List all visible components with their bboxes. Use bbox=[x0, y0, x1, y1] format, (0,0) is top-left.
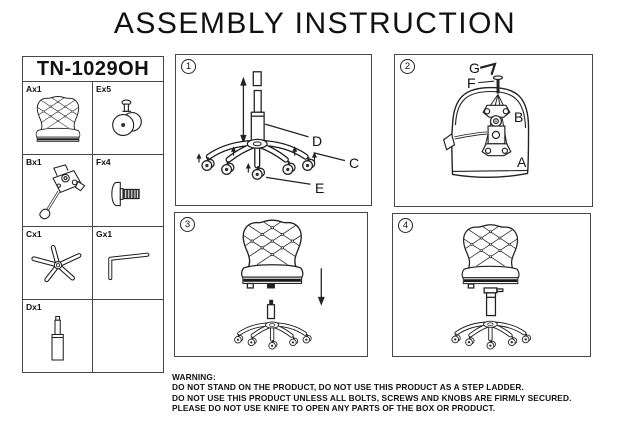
part-cell-bx1 bbox=[23, 155, 93, 228]
step-3-number: 3 bbox=[180, 217, 195, 232]
step-3-diagram bbox=[175, 213, 367, 356]
step-1-diagram bbox=[176, 55, 371, 205]
model-number: TN-1029OH bbox=[23, 57, 163, 82]
part-label-ax1: Ax1 bbox=[26, 84, 42, 94]
part-label-fx4: Fx4 bbox=[96, 156, 111, 167]
tilt-mechanism-icon bbox=[28, 163, 88, 225]
part-label-dx1: Dx1 bbox=[26, 301, 42, 312]
warning-line-2: DO NOT USE THIS PRODUCT UNLESS ALL BOLTS, SCREWS AND KNOBS ARE FIRMLY SECURED. bbox=[172, 392, 572, 403]
part-label-bx1: Bx1 bbox=[26, 156, 42, 167]
callout-c: C bbox=[349, 155, 360, 171]
callout-a: A bbox=[517, 154, 527, 170]
five-star-base-icon bbox=[27, 241, 89, 291]
step-1-panel bbox=[175, 54, 372, 206]
warning-line-3: PLEASE DO NOT USE KNIFE TO OPEN ANY PARTS OF THE BOX OR PRODUCT. bbox=[172, 403, 496, 414]
step-1-number: 1 bbox=[181, 59, 196, 74]
step-2-diagram bbox=[395, 55, 592, 206]
part-cell-dx1 bbox=[23, 300, 93, 373]
part-label-cx1: Cx1 bbox=[26, 229, 42, 239]
parts-grid bbox=[23, 82, 163, 372]
page-title: ASSEMBLY INSTRUCTION bbox=[113, 7, 517, 40]
warning-heading: WARNING: bbox=[172, 372, 216, 382]
step-3-panel bbox=[174, 212, 368, 357]
step-4-number: 4 bbox=[398, 218, 413, 233]
part-label-ex5: Ex5 bbox=[96, 84, 112, 94]
callout-f: F bbox=[467, 75, 476, 91]
gas-lift-icon bbox=[31, 311, 85, 367]
bolt-icon bbox=[100, 174, 156, 214]
step-2-panel bbox=[394, 54, 593, 207]
warning-block bbox=[172, 372, 622, 414]
part-label-gx1: Gx1 bbox=[96, 229, 113, 239]
parts-list bbox=[22, 56, 164, 373]
callout-e: E bbox=[315, 180, 325, 196]
step-4-diagram bbox=[393, 214, 590, 356]
warning-line-1: DO NOT STAND ON THE PRODUCT, DO NOT USE THIS PRODUCT AS A STEP LADDER. bbox=[172, 382, 524, 393]
part-cell-gx1 bbox=[93, 227, 163, 300]
part-cell-ax1 bbox=[23, 82, 93, 155]
part-cell-empty bbox=[93, 300, 163, 373]
callout-b: B bbox=[514, 109, 524, 125]
allen-key-icon bbox=[99, 241, 157, 291]
part-cell-fx4 bbox=[93, 155, 163, 228]
callout-d: D bbox=[312, 133, 323, 149]
step-2-number: 2 bbox=[400, 59, 415, 74]
seat-and-back-icon bbox=[31, 94, 85, 149]
part-cell-ex5 bbox=[93, 82, 163, 155]
caster-wheel-icon bbox=[99, 95, 157, 147]
step-4-panel bbox=[392, 213, 591, 357]
callout-g: G bbox=[469, 60, 480, 76]
part-cell-cx1 bbox=[23, 227, 93, 300]
